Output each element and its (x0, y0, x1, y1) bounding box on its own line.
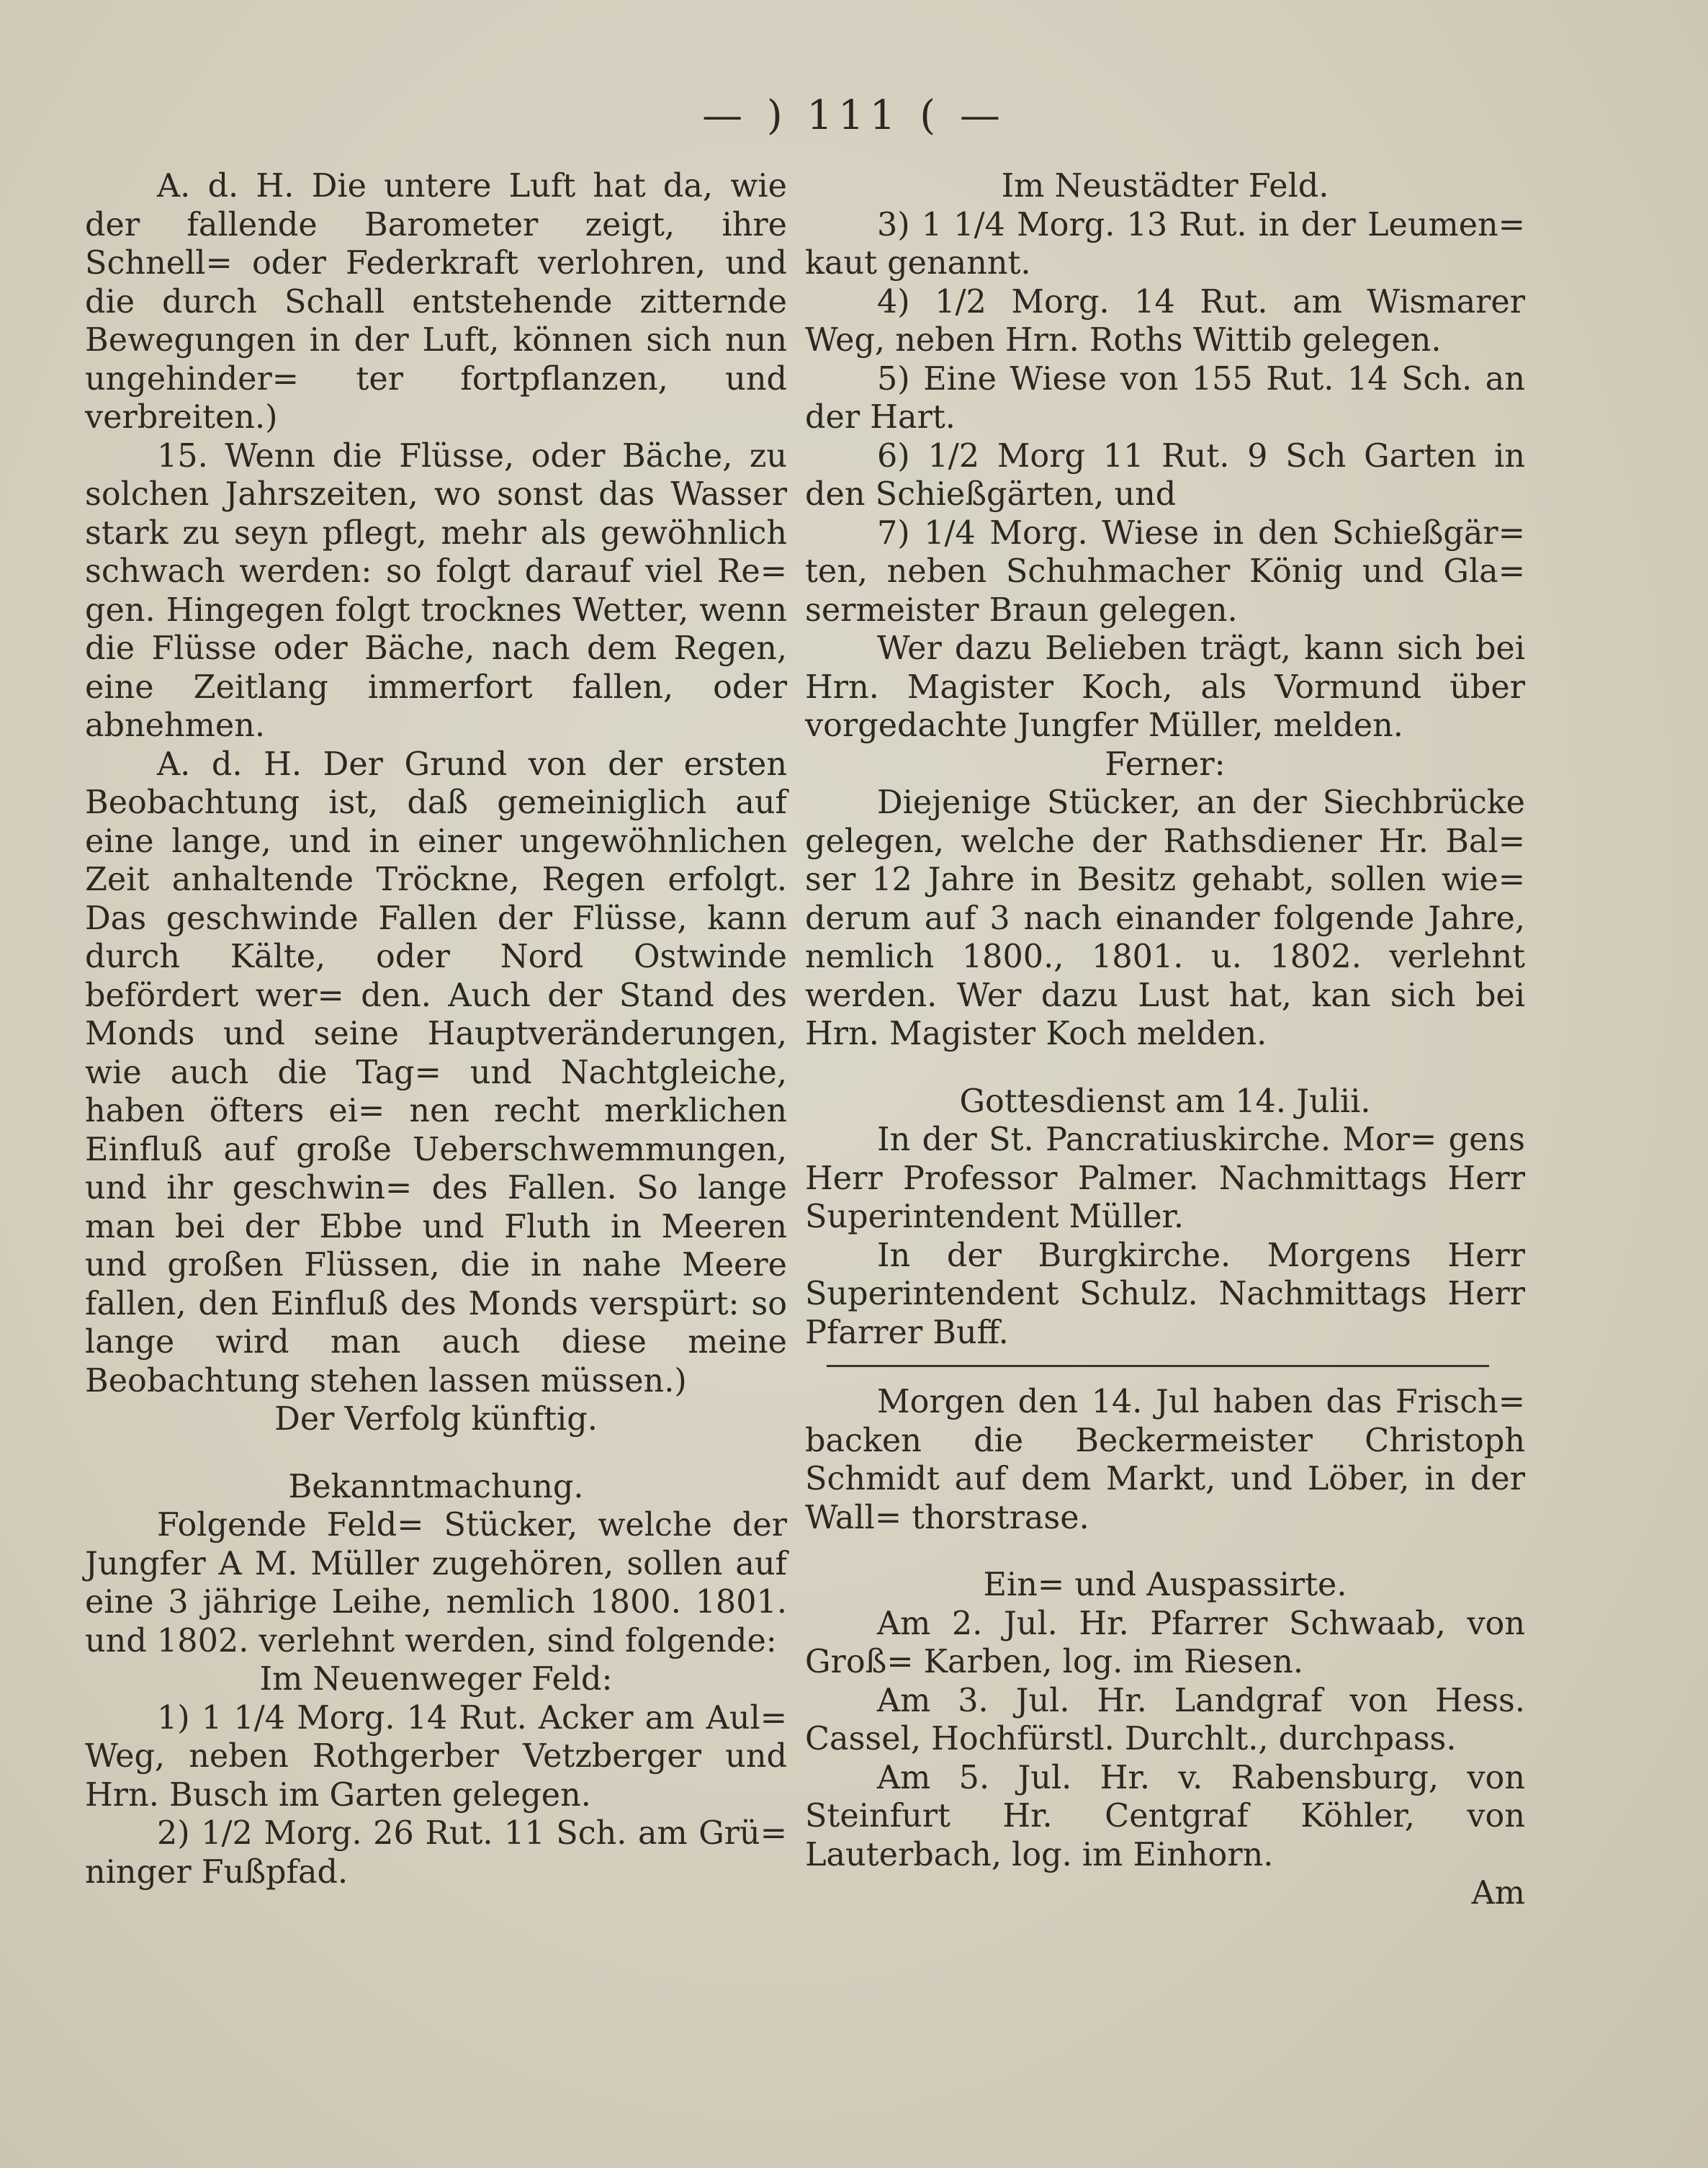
right-column (805, 167, 1525, 1913)
field-heading-neustadt: Im Neustädter Feld. (1001, 168, 1329, 205)
left-column (85, 167, 787, 1891)
ferner-paragraph: Diejenige Stücker, an der Siechbrücke gelegen, welche der Rathsdiener Hr. Bal= ser 12 Jahre in Besitz gehabt, sollen wie= derum auf 3 nach einander folgende Jahre, nemlich 1800., 1801. u. 1802. verlehnt werden. Wer dazu Lust hat, kan sich bei Hrn. Magister Koch melden. (805, 784, 1525, 1052)
service-paragraph: In der St. Pancratiuskirche. Mor= gens Herr Professor Palmer. Nachmittags Herr Superintendent Müller. (805, 1121, 1525, 1235)
list-item: 6) 1/2 Morg 11 Rut. 9 Sch Garten in den Schießgärten, und (805, 437, 1525, 513)
list-item: 7) 1/4 Morg. Wiese in den Schießgär= ten, neben Schuhmacher König und Gla= sermeister Braun gelegen. (805, 514, 1525, 629)
weather-note-paragraph-2: A. d. H. Der Grund von der ersten Beobachtung ist, daß gemeiniglich auf eine lange, und in einer ungewöhnlichen Zeit anhaltende Tröckne, Regen erfolgt. Das geschwinde Fallen der Flüsse, kann durch Kälte, oder Nord Ostwinde befördert wer= den. Auch der Stand des Monds und seine Hauptveränderungen, wie auch die Tag= und Nachtgleiche, haben öfters ei= nen recht merklichen Einfluß auf große Ueberschwemmungen, und ihr geschwin= des Fallen. So lange man bei der Ebbe und Fluth in Meeren und großen Flüssen, die in nahe Meere fallen, den Einfluß des Monds verspürt: so lange wird man auch diese meine Beobachtung stehen lassen müssen.) (85, 745, 787, 1399)
list-item: 3) 1 1/4 Morg. 13 Rut. in der Leumen= kaut genannt. (805, 206, 1525, 282)
list-item: 4) 1/2 Morg. 14 Rut. am Wismarer Weg, neben Hrn. Roths Wittib gelegen. (805, 283, 1525, 359)
service-heading: Gottesdienst am 14. Julii. (959, 1083, 1371, 1120)
catchword: Am (1471, 1875, 1525, 1912)
continued-note: Der Verfolg künftig. (274, 1401, 598, 1438)
notice-heading: Bekanntmachung. (288, 1468, 584, 1505)
travel-paragraph: Am 3. Jul. Hr. Landgraf von Hess. Cassel, Hochfürstl. Durchlt., durchpass. (805, 1682, 1525, 1757)
notice-text: Folgende Feld= Stücker, welche der Jungfer A M. Müller zugehören, sollen auf eine 3 jährige Leihe, nemlich 1800. 1801. und 1802. verlehnt werden, sind folgende: (85, 1507, 787, 1659)
section-divider (827, 1365, 1489, 1367)
page-header: — ) 111 ( — (702, 92, 1006, 139)
list-item: 1) 1 1/4 Morg. 14 Rut. Acker am Aul= Weg, neben Rothgerber Vetzberger und Hrn. Busch im Garten gelegen. (85, 1699, 787, 1814)
travel-heading: Ein= und Auspassirte. (983, 1567, 1347, 1603)
list-item: 5) Eine Wiese von 155 Rut. 14 Sch. an der Hart. (805, 360, 1525, 436)
travel-paragraph: Am 2. Jul. Hr. Pfarrer Schwaab, von Groß= Karben, log. im Riesen. (805, 1605, 1525, 1680)
service-paragraph: In der Burgkirche. Morgens Herr Superintendent Schulz. Nachmittags Herr Pfarrer Buff. (805, 1237, 1525, 1351)
bakers-paragraph: Morgen den 14. Jul haben das Frisch= backen die Beckermeister Christoph Schmidt auf dem Markt, und Löber, in der Wall= thorstrase. (805, 1384, 1525, 1536)
field-heading-neuenweg: Im Neuenweger Feld: (259, 1661, 613, 1698)
rule-15-paragraph: 15. Wenn die Flüsse, oder Bäche, zu solchen Jahrszeiten, wo sonst das Wasser stark zu seyn pflegt, mehr als gewöhnlich schwach werden: so folgt darauf viel Re= gen. Hingegen folgt trocknes Wetter, wenn die Flüsse oder Bäche, nach dem Regen, eine Zeitlang immerfort fallen, oder abnehmen. (85, 437, 787, 744)
travel-paragraph: Am 5. Jul. Hr. v. Rabensburg, von Steinfurt Hr. Centgraf Köhler, von Lauterbach, log. im Einhorn. (805, 1759, 1525, 1873)
ferner-heading: Ferner: (1105, 745, 1226, 783)
contact-paragraph: Wer dazu Belieben trägt, kann sich bei Hrn. Magister Koch, als Vormund über vorgedachte Jungfer Müller, melden. (805, 630, 1525, 744)
list-item: 2) 1/2 Morg. 26 Rut. 11 Sch. am Grü= ninger Fußpfad. (85, 1815, 787, 1891)
weather-note-paragraph: A. d. H. Die untere Luft hat da, wie der fallende Barometer zeigt, ihre Schnell= oder Federkraft verlohren, und die durch Schall entstehende zitternde Bewegungen in der Luft, können sich nun ungehinder= ter fortpflanzen, und verbreiten.) (85, 168, 787, 436)
